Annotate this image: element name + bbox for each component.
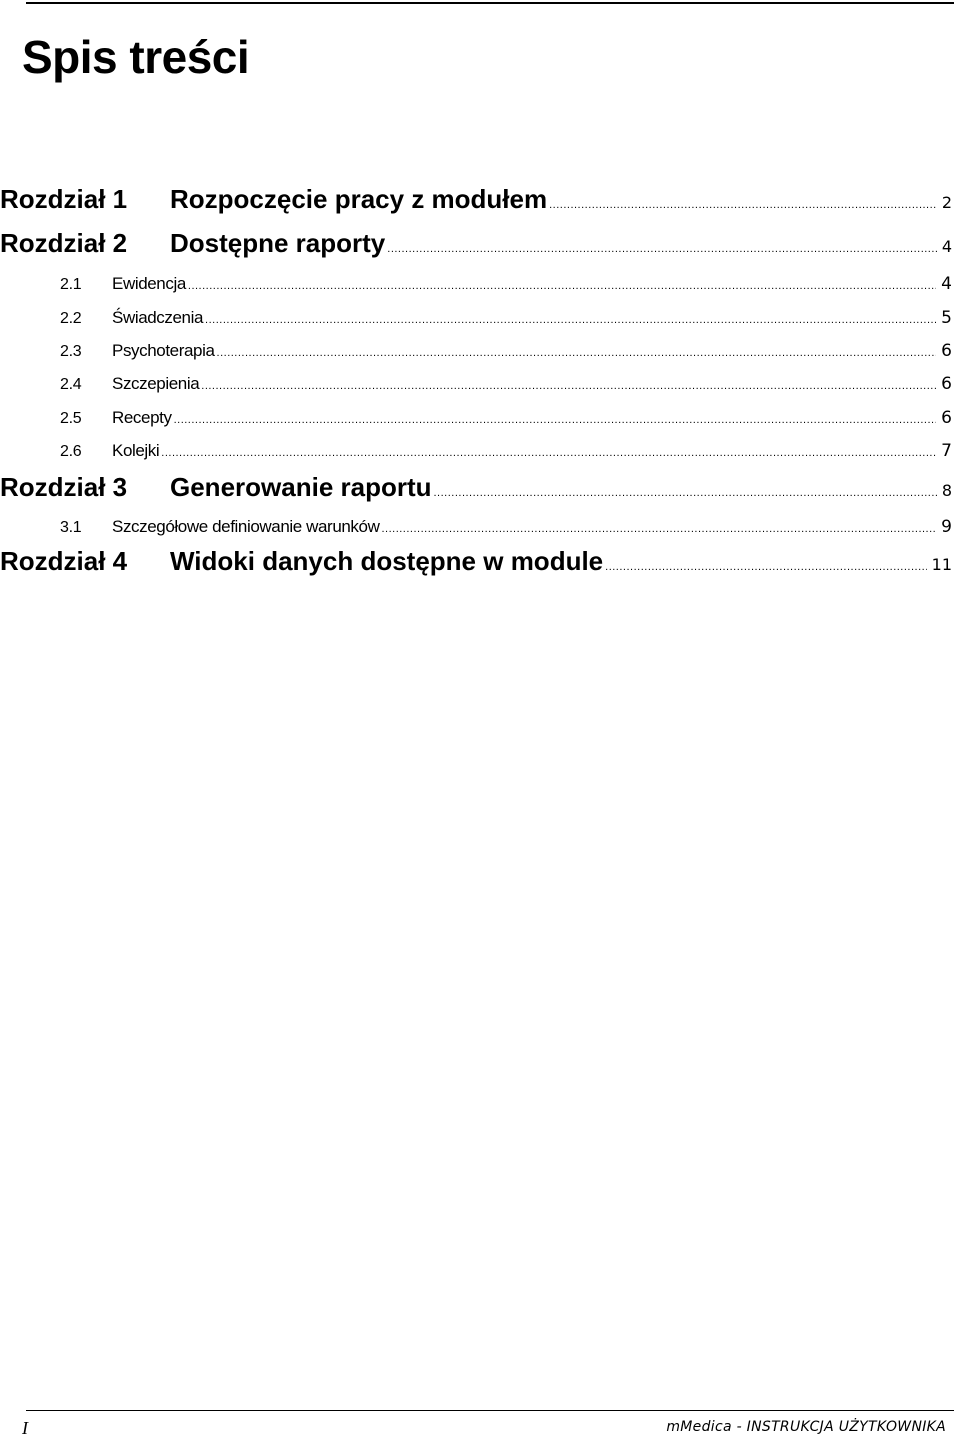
toc-entry-number: 2.4 xyxy=(60,376,82,393)
toc-entry-page: 2 xyxy=(941,193,952,212)
toc-entry-title: Dostępne raporty xyxy=(170,228,386,258)
toc-entry[interactable] xyxy=(0,472,952,503)
toc-entry[interactable] xyxy=(0,441,952,461)
toc-leader-dots xyxy=(434,483,937,501)
footer-page-number: I xyxy=(22,1418,28,1438)
toc-leader-dots xyxy=(387,239,937,257)
toc-entry-title: Ewidencja xyxy=(112,274,186,293)
toc-entry-page: 8 xyxy=(941,481,952,500)
toc-entry[interactable] xyxy=(0,228,952,259)
toc-entry-title: Generowanie raportu xyxy=(170,472,432,502)
top-rule xyxy=(26,2,954,4)
toc-entry-page: 6 xyxy=(941,408,952,428)
toc-entry[interactable] xyxy=(0,341,952,361)
toc-entry-page: 6 xyxy=(941,341,952,361)
toc-leader-dots xyxy=(217,343,937,361)
toc-entry-number: 2.6 xyxy=(60,443,82,460)
toc-entry-title: Kolejki xyxy=(112,441,160,460)
toc-entry-number: 3.1 xyxy=(60,519,82,536)
toc-entry-title: Recepty xyxy=(112,408,172,427)
toc-entry[interactable] xyxy=(0,374,952,394)
toc-leader-dots xyxy=(205,310,936,328)
toc-leader-dots xyxy=(174,410,937,428)
toc-entry-page: 4 xyxy=(941,274,952,294)
toc-entry-title: Szczegółowe definiowanie warunków xyxy=(112,517,380,536)
toc-entry[interactable] xyxy=(0,408,952,428)
footer-document-name: mMedica - INSTRUKCJA UŻYTKOWNIKA xyxy=(666,1419,946,1435)
toc-entry-number: Rozdział 3 xyxy=(0,472,128,502)
toc-entry-number: 2.2 xyxy=(60,310,82,327)
toc-entry-number: Rozdział 2 xyxy=(0,228,128,258)
toc-entry-page: 9 xyxy=(941,517,952,537)
toc-entry[interactable] xyxy=(0,184,952,215)
toc-leader-dots xyxy=(188,276,936,294)
toc-leader-dots xyxy=(201,376,936,394)
toc-entry[interactable] xyxy=(0,517,952,537)
footer-rule xyxy=(26,1410,954,1411)
toc-entry-title: Świadczenia xyxy=(112,308,204,327)
toc-entry-number: Rozdział 4 xyxy=(0,546,128,576)
toc-entry-title: Rozpoczęcie pracy z modułem xyxy=(170,184,548,214)
toc-entry-number: 2.1 xyxy=(60,276,82,293)
toc-entry-number: 2.3 xyxy=(60,343,82,360)
toc-entry-number: 2.5 xyxy=(60,410,82,427)
toc-entry-page: 11 xyxy=(931,555,952,574)
toc-leader-dots xyxy=(381,519,936,537)
page-title: Spis treści xyxy=(22,31,250,83)
toc-leader-dots xyxy=(605,557,927,575)
toc-entry-title: Widoki danych dostępne w module xyxy=(170,546,604,576)
toc-entry[interactable] xyxy=(0,308,952,328)
toc-entry-page: 7 xyxy=(941,441,952,461)
toc-entry[interactable] xyxy=(0,274,952,294)
toc-entry-page: 5 xyxy=(941,308,952,328)
toc-entry-title: Psychoterapia xyxy=(112,341,215,360)
toc-entry-page: 6 xyxy=(941,374,952,394)
toc-entry-title: Szczepienia xyxy=(112,374,200,393)
toc-leader-dots xyxy=(161,443,936,461)
toc-entry-number: Rozdział 1 xyxy=(0,184,128,214)
toc-entry-page: 4 xyxy=(941,237,952,256)
toc-leader-dots xyxy=(549,195,937,213)
toc-entry[interactable] xyxy=(0,546,952,577)
